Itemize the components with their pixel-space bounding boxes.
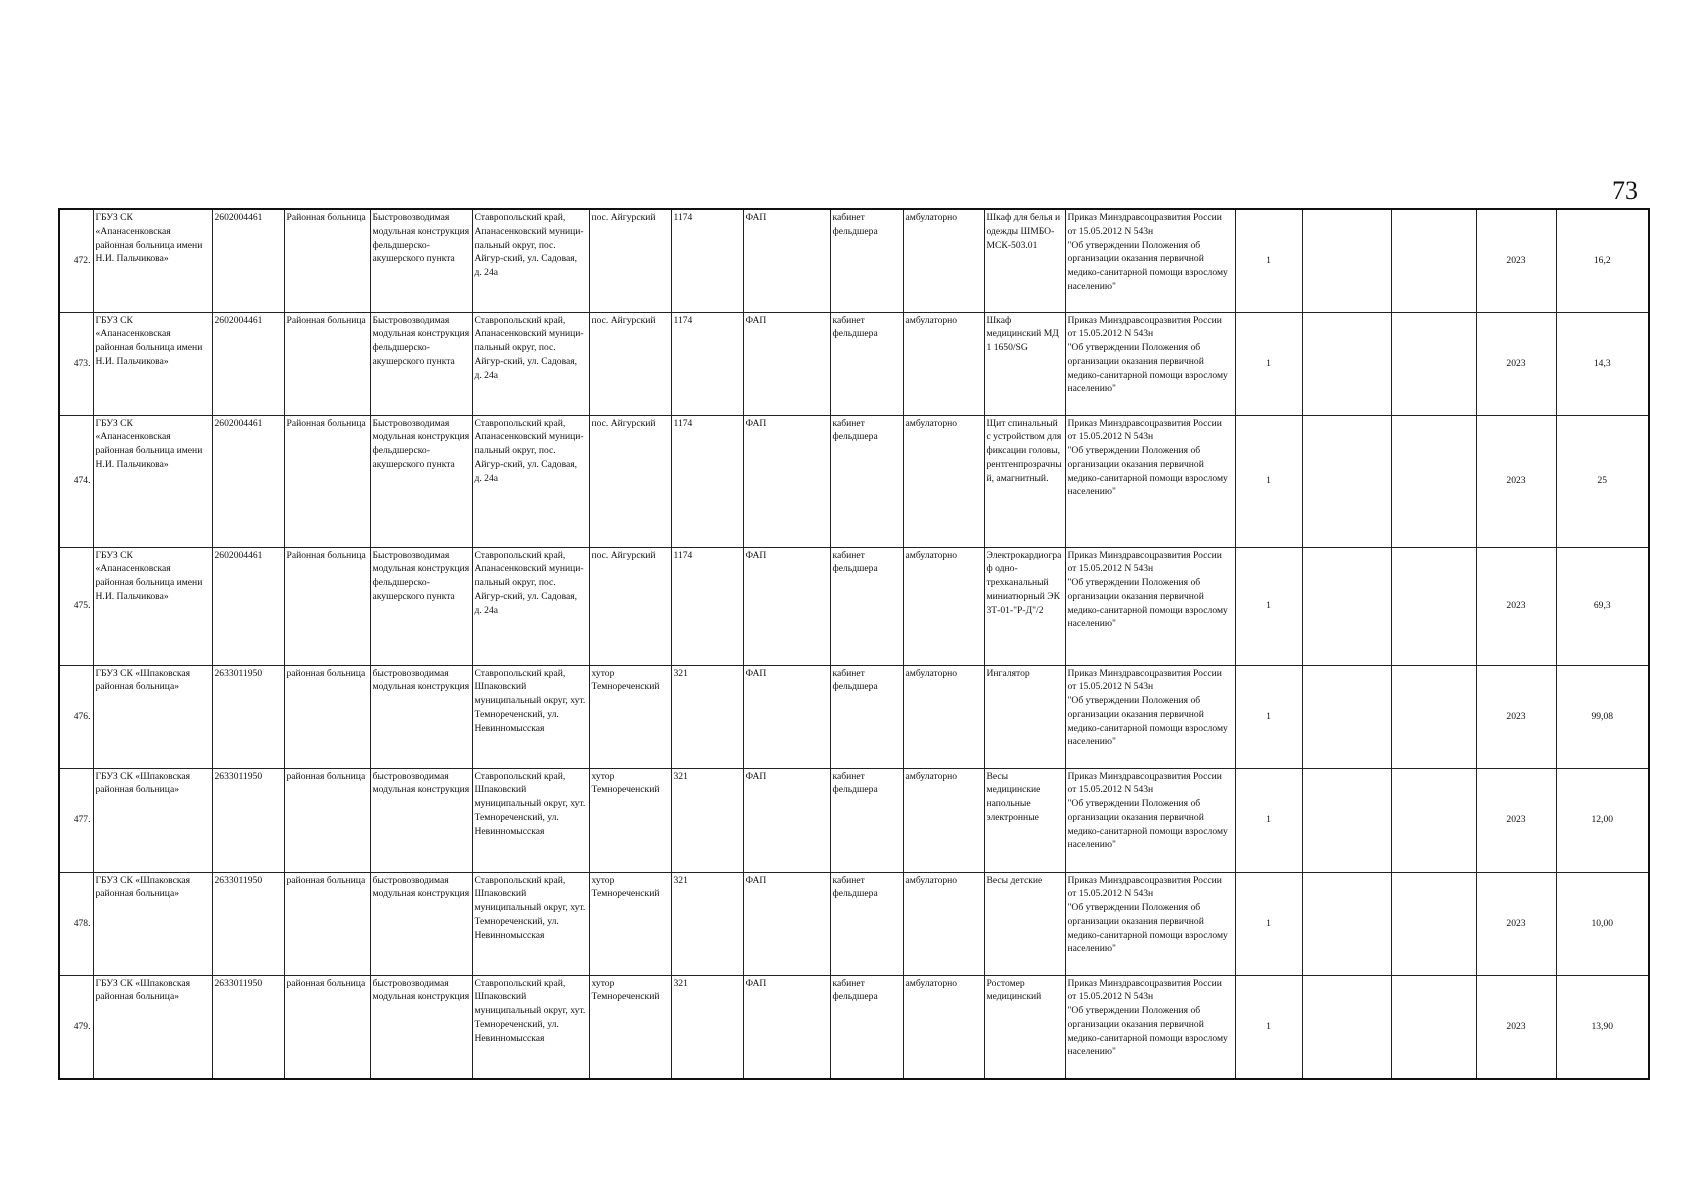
- empty-cell: [1302, 768, 1391, 872]
- cost-cell: 16,2: [1556, 209, 1649, 312]
- institution-type-cell: районная больница: [284, 768, 370, 872]
- institution-type-cell: районная больница: [284, 665, 370, 768]
- facility-cell: ФАП: [743, 312, 830, 415]
- empty-cell: [1302, 547, 1391, 665]
- table-row: [59, 872, 1649, 975]
- quantity-cell: 1: [1235, 547, 1302, 665]
- equipment-cell: Весы медицинские напольные электронные: [984, 768, 1065, 872]
- address-cell: Ставропольский край, Шпаковский муниципальный округ, хут. Темнореченский, ул. Невинномысская: [472, 872, 589, 975]
- cost-cell: 99,08: [1556, 665, 1649, 768]
- locality-cell: пос. Айгурский: [589, 547, 671, 665]
- population-cell: 1174: [671, 547, 743, 665]
- empty-cell: [1391, 547, 1476, 665]
- equipment-cell: Ингалятор: [984, 665, 1065, 768]
- locality-cell: хутор Темнореченский: [589, 768, 671, 872]
- order-cell: Приказ Минздравсоцразвития России от 15.05.2012 N 543н "Об утверждении Положения об организации оказания первичной медико-санитарной помощи взрослому населению": [1065, 547, 1235, 665]
- locality-cell: хутор Темнореченский: [589, 872, 671, 975]
- population-cell: 1174: [671, 209, 743, 312]
- order-cell: Приказ Минздравсоцразвития России от 15.05.2012 N 543н "Об утверждении Положения об организации оказания первичной медико-санитарной помощи взрослому населению": [1065, 975, 1235, 1079]
- address-cell: Ставропольский край, Апанасенковский муници-пальный округ, пос. Айгур-ский, ул. Садовая, д. 24а: [472, 547, 589, 665]
- organization-cell: ГБУЗ СК «Шпаковская районная больница»: [93, 872, 212, 975]
- unit-cell: кабинет фельдшера: [830, 547, 903, 665]
- unit-cell: кабинет фельдшера: [830, 312, 903, 415]
- facility-cell: ФАП: [743, 415, 830, 547]
- table-row: [59, 665, 1649, 768]
- row-number: 478.: [59, 872, 93, 975]
- inn-cell: 2633011950: [212, 975, 284, 1079]
- quantity-cell: 1: [1235, 415, 1302, 547]
- order-cell: Приказ Минздравсоцразвития России от 15.05.2012 N 543н "Об утверждении Положения об организации оказания первичной медико-санитарной помощи взрослому населению": [1065, 415, 1235, 547]
- unit-cell: кабинет фельдшера: [830, 872, 903, 975]
- organization-cell: ГБУЗ СК «Шпаковская районная больница»: [93, 665, 212, 768]
- institution-type-cell: Районная больница: [284, 547, 370, 665]
- locality-cell: пос. Айгурский: [589, 415, 671, 547]
- quantity-cell: 1: [1235, 209, 1302, 312]
- table-row: [59, 547, 1649, 665]
- facility-cell: ФАП: [743, 872, 830, 975]
- unit-cell: кабинет фельдшера: [830, 415, 903, 547]
- empty-cell: [1391, 872, 1476, 975]
- care-form-cell: амбулаторно: [903, 312, 984, 415]
- care-form-cell: амбулаторно: [903, 768, 984, 872]
- locality-cell: пос. Айгурский: [589, 209, 671, 312]
- row-number: 479.: [59, 975, 93, 1079]
- locality-cell: пос. Айгурский: [589, 312, 671, 415]
- quantity-cell: 1: [1235, 768, 1302, 872]
- quantity-cell: 1: [1235, 665, 1302, 768]
- inn-cell: 2633011950: [212, 872, 284, 975]
- organization-cell: ГБУЗ СК «Шпаковская районная больница»: [93, 768, 212, 872]
- inn-cell: 2602004461: [212, 312, 284, 415]
- facility-cell: ФАП: [743, 209, 830, 312]
- population-cell: 1174: [671, 312, 743, 415]
- empty-cell: [1391, 415, 1476, 547]
- order-cell: Приказ Минздравсоцразвития России от 15.05.2012 N 543н "Об утверждении Положения об организации оказания первичной медико-санитарной помощи взрослому населению": [1065, 872, 1235, 975]
- empty-cell: [1391, 209, 1476, 312]
- empty-cell: [1391, 768, 1476, 872]
- organization-cell: ГБУЗ СК «Апанасенковская районная больница имени Н.И. Пальчикова»: [93, 415, 212, 547]
- equipment-cell: Весы детские: [984, 872, 1065, 975]
- inn-cell: 2633011950: [212, 768, 284, 872]
- construction-cell: Быстровозводимая модульная конструкция фельдшерско-акушерского пункта: [370, 547, 472, 665]
- empty-cell: [1302, 872, 1391, 975]
- construction-cell: быстровозводимая модульная конструкция: [370, 665, 472, 768]
- table-row: [59, 312, 1649, 415]
- order-cell: Приказ Минздравсоцразвития России от 15.05.2012 N 543н "Об утверждении Положения об организации оказания первичной медико-санитарной помощи взрослому населению": [1065, 312, 1235, 415]
- year-cell: 2023: [1476, 415, 1556, 547]
- construction-cell: быстровозводимая модульная конструкция: [370, 975, 472, 1079]
- address-cell: Ставропольский край, Апанасенковский муници-пальный округ, пос. Айгур-ский, ул. Садовая, д. 24а: [472, 415, 589, 547]
- order-cell: Приказ Минздравсоцразвития России от 15.05.2012 N 543н "Об утверждении Положения об организации оказания первичной медико-санитарной помощи взрослому населению": [1065, 768, 1235, 872]
- table-row: [59, 768, 1649, 872]
- table-row: [59, 975, 1649, 1079]
- quantity-cell: 1: [1235, 312, 1302, 415]
- empty-cell: [1302, 209, 1391, 312]
- institution-type-cell: районная больница: [284, 975, 370, 1079]
- year-cell: 2023: [1476, 872, 1556, 975]
- table-row: [59, 209, 1649, 312]
- construction-cell: Быстровозводимая модульная конструкция фельдшерско-акушерского пункта: [370, 209, 472, 312]
- construction-cell: быстровозводимая модульная конструкция: [370, 768, 472, 872]
- order-cell: Приказ Минздравсоцразвития России от 15.05.2012 N 543н "Об утверждении Положения об организации оказания первичной медико-санитарной помощи взрослому населению": [1065, 209, 1235, 312]
- year-cell: 2023: [1476, 768, 1556, 872]
- inn-cell: 2602004461: [212, 547, 284, 665]
- row-number: 473.: [59, 312, 93, 415]
- row-number: 475.: [59, 547, 93, 665]
- empty-cell: [1302, 312, 1391, 415]
- empty-cell: [1391, 312, 1476, 415]
- inn-cell: 2602004461: [212, 209, 284, 312]
- year-cell: 2023: [1476, 209, 1556, 312]
- organization-cell: ГБУЗ СК «Апанасенковская районная больница имени Н.И. Пальчикова»: [93, 547, 212, 665]
- construction-cell: Быстровозводимая модульная конструкция фельдшерско-акушерского пункта: [370, 312, 472, 415]
- empty-cell: [1302, 415, 1391, 547]
- cost-cell: 12,00: [1556, 768, 1649, 872]
- care-form-cell: амбулаторно: [903, 415, 984, 547]
- care-form-cell: амбулаторно: [903, 547, 984, 665]
- table-row: [59, 415, 1649, 547]
- institution-type-cell: Районная больница: [284, 209, 370, 312]
- care-form-cell: амбулаторно: [903, 665, 984, 768]
- year-cell: 2023: [1476, 547, 1556, 665]
- facility-cell: ФАП: [743, 547, 830, 665]
- unit-cell: кабинет фельдшера: [830, 975, 903, 1079]
- row-number: 476.: [59, 665, 93, 768]
- cost-cell: 25: [1556, 415, 1649, 547]
- year-cell: 2023: [1476, 975, 1556, 1079]
- population-cell: 321: [671, 872, 743, 975]
- population-cell: 1174: [671, 415, 743, 547]
- care-form-cell: амбулаторно: [903, 975, 984, 1079]
- facility-cell: ФАП: [743, 768, 830, 872]
- year-cell: 2023: [1476, 665, 1556, 768]
- cost-cell: 14,3: [1556, 312, 1649, 415]
- cost-cell: 69,3: [1556, 547, 1649, 665]
- row-number: 474.: [59, 415, 93, 547]
- order-cell: Приказ Минздравсоцразвития России от 15.05.2012 N 543н "Об утверждении Положения об организации оказания первичной медико-санитарной помощи взрослому населению": [1065, 665, 1235, 768]
- institution-type-cell: Районная больница: [284, 312, 370, 415]
- page-number: 73: [1612, 176, 1638, 205]
- cost-cell: 10,00: [1556, 872, 1649, 975]
- empty-cell: [1302, 665, 1391, 768]
- cost-cell: 13,90: [1556, 975, 1649, 1079]
- unit-cell: кабинет фельдшера: [830, 768, 903, 872]
- locality-cell: хутор Темнореченский: [589, 665, 671, 768]
- unit-cell: кабинет фельдшера: [830, 209, 903, 312]
- address-cell: Ставропольский край, Апанасенковский муници-пальный округ, пос. Айгур-ский, ул. Садовая, д. 24а: [472, 209, 589, 312]
- empty-cell: [1391, 665, 1476, 768]
- institution-type-cell: районная больница: [284, 872, 370, 975]
- address-cell: Ставропольский край, Шпаковский муниципальный округ, хут. Темнореченский, ул. Невинномысская: [472, 665, 589, 768]
- locality-cell: хутор Темнореченский: [589, 975, 671, 1079]
- equipment-cell: Щит спинальный с устройством для фиксации головы, рентгенпрозрачный, амагнитный.: [984, 415, 1065, 547]
- equipment-cell: Шкаф для белья и одежды ШМБО-МСК-503.01: [984, 209, 1065, 312]
- organization-cell: ГБУЗ СК «Апанасенковская районная больница имени Н.И. Пальчикова»: [93, 312, 212, 415]
- empty-cell: [1302, 975, 1391, 1079]
- facility-cell: ФАП: [743, 665, 830, 768]
- address-cell: Ставропольский край, Шпаковский муниципальный округ, хут. Темнореченский, ул. Невинномысская: [472, 975, 589, 1079]
- institution-type-cell: Районная больница: [284, 415, 370, 547]
- row-number: 472.: [59, 209, 93, 312]
- care-form-cell: амбулаторно: [903, 872, 984, 975]
- address-cell: Ставропольский край, Апанасенковский муници-пальный округ, пос. Айгур-ский, ул. Садовая, д. 24а: [472, 312, 589, 415]
- population-cell: 321: [671, 975, 743, 1079]
- address-cell: Ставропольский край, Шпаковский муниципальный округ, хут. Темнореченский, ул. Невинномысская: [472, 768, 589, 872]
- population-cell: 321: [671, 665, 743, 768]
- inn-cell: 2633011950: [212, 665, 284, 768]
- row-number: 477.: [59, 768, 93, 872]
- quantity-cell: 1: [1235, 975, 1302, 1079]
- facility-cell: ФАП: [743, 975, 830, 1079]
- care-form-cell: амбулаторно: [903, 209, 984, 312]
- equipment-registry-table: [58, 208, 1650, 1080]
- equipment-cell: Шкаф медицинский МД 1 1650/SG: [984, 312, 1065, 415]
- empty-cell: [1391, 975, 1476, 1079]
- organization-cell: ГБУЗ СК «Апанасенковская районная больница имени Н.И. Пальчикова»: [93, 209, 212, 312]
- year-cell: 2023: [1476, 312, 1556, 415]
- construction-cell: быстровозводимая модульная конструкция: [370, 872, 472, 975]
- organization-cell: ГБУЗ СК «Шпаковская районная больница»: [93, 975, 212, 1079]
- equipment-cell: Электрокардиограф одно-трехканальный миниатюрный ЭК 3Т-01-"Р-Д"/2: [984, 547, 1065, 665]
- population-cell: 321: [671, 768, 743, 872]
- equipment-cell: Ростомер медицинский: [984, 975, 1065, 1079]
- inn-cell: 2602004461: [212, 415, 284, 547]
- construction-cell: Быстровозводимая модульная конструкция фельдшерско-акушерского пункта: [370, 415, 472, 547]
- quantity-cell: 1: [1235, 872, 1302, 975]
- unit-cell: кабинет фельдшера: [830, 665, 903, 768]
